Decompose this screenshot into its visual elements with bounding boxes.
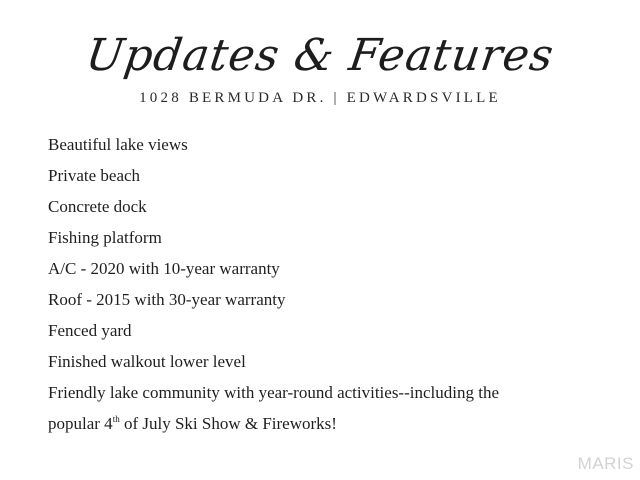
feature-line: Friendly lake community with year-round activities--including the: [48, 383, 499, 402]
feature-item: Beautiful lake views: [48, 135, 188, 154]
ordinal-suffix: th: [112, 414, 120, 424]
page-title: Updates & Features: [82, 30, 558, 81]
property-address: 1028 BERMUDA DR. | EDWARDSVILLE: [139, 90, 501, 106]
feature-item-community: [48, 380, 499, 442]
feature-item: Private beach: [48, 166, 141, 185]
maris-watermark: MARIS: [577, 454, 634, 473]
feature-item: Fenced yard: [48, 321, 132, 340]
feature-item: A/C - 2020 with 10-year warranty: [48, 259, 280, 278]
features-list: [48, 132, 499, 442]
feature-item: Finished walkout lower level: [48, 352, 246, 371]
feature-item: Fishing platform: [48, 228, 162, 247]
feature-line: [48, 411, 499, 442]
feature-text: popular 4: [48, 414, 113, 433]
feature-text: of July Ski Show & Fireworks!: [119, 414, 337, 433]
feature-item: Concrete dock: [48, 197, 147, 216]
feature-item: Roof - 2015 with 30-year warranty: [48, 290, 286, 309]
